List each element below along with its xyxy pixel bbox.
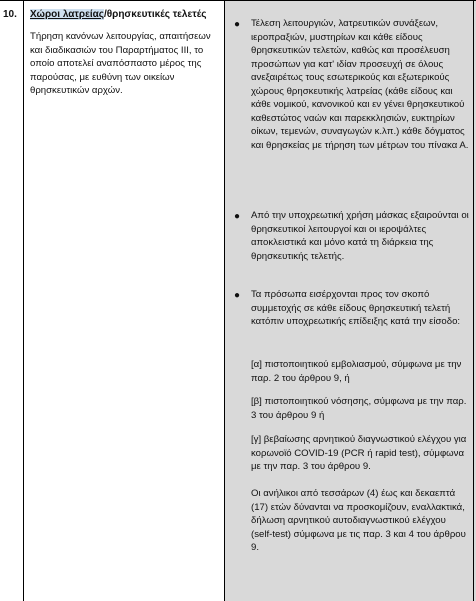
measure-entry-requirements: Τα πρόσωπα εισέρχονται προς τον σκοπό συμμετοχής σε κάθε είδους θρησκευτική τελετή κατόπιν υποχρεωτικής επίδειξης κατά την είσοδο:	[251, 289, 461, 327]
requirement-recovery-certificate: [β] πιστοποιητικού νόσησης, σύμφωνα με την παρ. 3 του άρθρου 9 ή	[251, 396, 467, 421]
table-right-border	[473, 1, 474, 601]
measure-mask-exemption: Από την υποχρεωτική χρήση μάσκας εξαιρούνται οι θρησκευτικοί λειτουργοί και οι ιεροψάλτες αποκλειστικά και μόνο κατά τη διάρκεια της θρησκευτικής τελετής.	[251, 210, 469, 262]
bullet-icon: ●	[234, 290, 241, 301]
requirement-negative-test: [γ] βεβαίωσης αρνητικού διαγνωστικού ελέγχου για κορωνοϊό COVID-19 (PCR ή rapid test), σύμφωνα με την παρ. 3 του άρθρου 9.	[251, 434, 467, 472]
heading-highlight: Χώροι λατρείας	[30, 9, 104, 20]
heading-rest: /θρησκευτικές τελετές	[103, 9, 207, 20]
minors-self-test-note: Οι ανήλικοι από τεσσάρων (4) έως και δεκαεπτά (17) ετών δύνανται να προσκομίζουν, εναλλακτικά, δήλωση αρνητικού αυτοδιαγνωστικού ελέγχου (self-test) σύμφωνα με τις παρ. 3 και 4 του άρθρου 9.	[251, 488, 466, 553]
category-heading	[30, 8, 206, 22]
category-description: Τήρηση κανόνων λειτουργίας, απαιτήσεων και διαδικασιών του Παραρτήματος ΙΙΙ, το οποίο αποτελεί αναπόσπαστο μέρος της παρούσας, με ευθύνη των οικείων θρησκευτικών αρχών.	[30, 31, 211, 96]
measure-worship-services: Τέλεση λειτουργιών, λατρευτικών συνάξεων, ιεροπραξιών, μυστηρίων και κάθε είδους θρησκευτικών τελετών, καθώς και προσέλευση προσώπων για κατ' ιδίαν προσευχή σε όλους ανεξαιρέτως τους εσωτερικούς και εξωτερικούς χώρους θρησκευτικής λατρείας (κάθε είδους και κάθε νομικού, κανονικού και εν γένει θρησκευτικού καθεστώτος ναών και παρεκκλησιών, ευκτηρίων οίκων, τεμενών, συναγωγών κ.λπ.) κάθε δόγματος και θρησκείας με τήρηση των μέτρων του πίνακα Α.	[251, 18, 469, 151]
bullet-icon: ●	[234, 19, 241, 30]
bullet-icon: ●	[234, 211, 241, 222]
number-column	[0, 1, 24, 601]
row-number: 10.	[3, 9, 17, 20]
requirement-vaccination-certificate: [α] πιστοποιητικού εμβολιασμού, σύμφωνα με την παρ. 2 του άρθρου 9, ή	[251, 359, 462, 384]
